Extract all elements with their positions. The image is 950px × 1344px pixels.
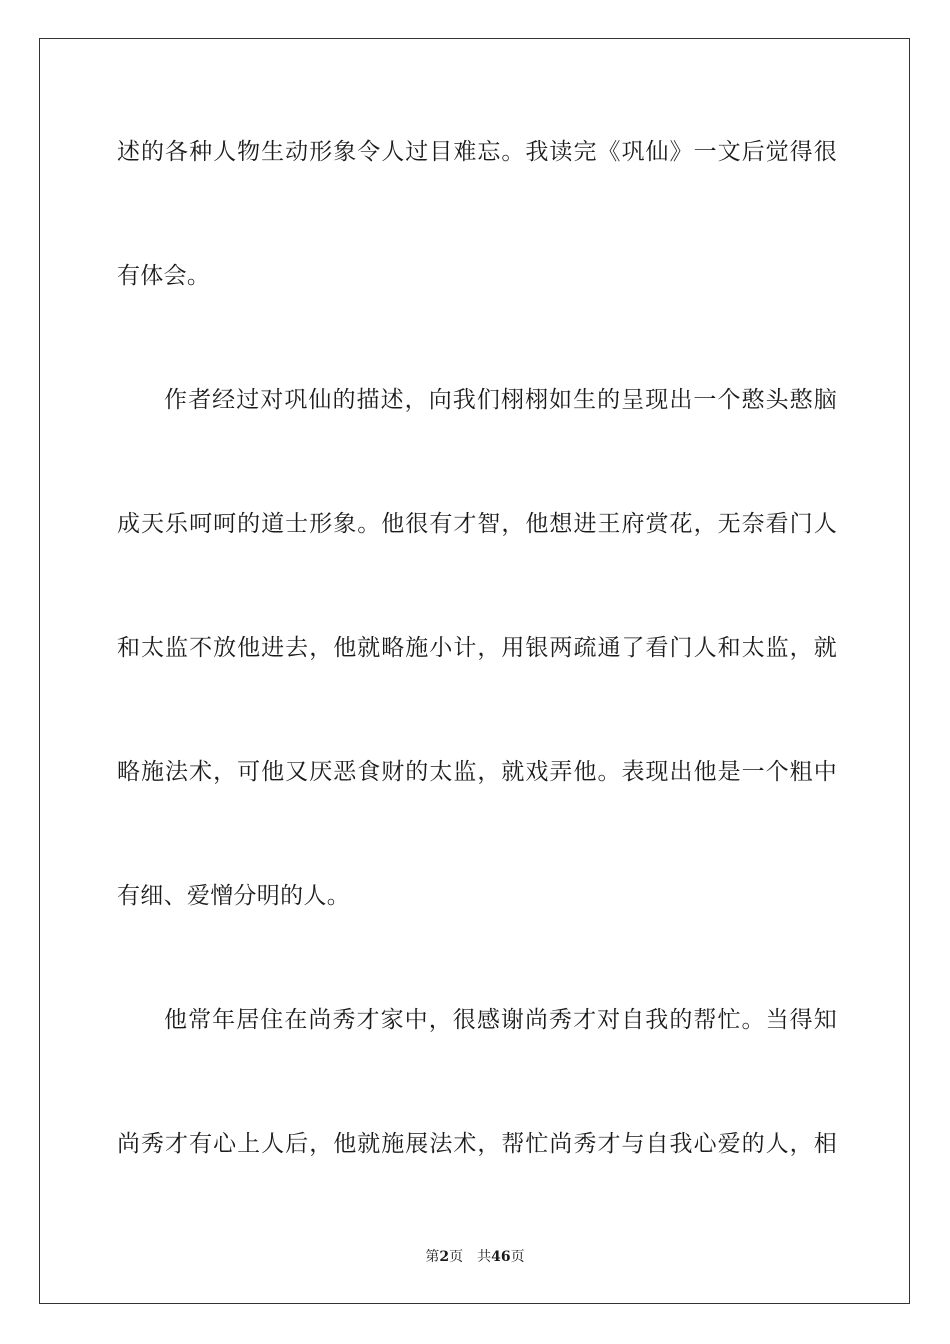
paragraph-line-8: 他常年居住在尚秀才家中，很感谢尚秀才对自我的帮忙。当得知 — [164, 1007, 837, 1033]
paragraph-line-2: 有体会。 — [117, 263, 211, 289]
paragraph-line-5: 和太监不放他进去，他就略施小计，用银两疏通了看门人和太监，就 — [117, 635, 837, 661]
footer-total-unit: 页 — [510, 1249, 525, 1265]
paragraph-line-4: 成天乐呵呵的道士形象。他很有才智，他想进王府赏花，无奈看门人 — [117, 511, 837, 537]
paragraph-line-9: 尚秀才有心上人后，他就施展法术，帮忙尚秀才与自我心爱的人，相 — [117, 1131, 837, 1157]
paragraph-line-7: 有细、爱憎分明的人。 — [117, 883, 350, 909]
page-border — [39, 38, 910, 1304]
footer-total-prefix: 共 — [477, 1249, 492, 1265]
footer-prefix: 第 — [425, 1249, 440, 1265]
paragraph-line-3: 作者经过对巩仙的描述，向我们栩栩如生的呈现出一个憨头憨脑 — [164, 387, 837, 413]
footer-page-unit: 页 — [449, 1249, 464, 1265]
paragraph-line-1: 述的各种人物生动形象令人过目难忘。我读完《巩仙》一文后觉得很 — [117, 139, 837, 165]
page-footer — [0, 1246, 950, 1266]
total-page-count: 46 — [491, 1249, 511, 1265]
current-page-number: 2 — [439, 1249, 450, 1265]
paragraph-line-6: 略施法术，可他又厌恶食财的太监，就戏弄他。表现出他是一个粗中 — [117, 759, 837, 785]
